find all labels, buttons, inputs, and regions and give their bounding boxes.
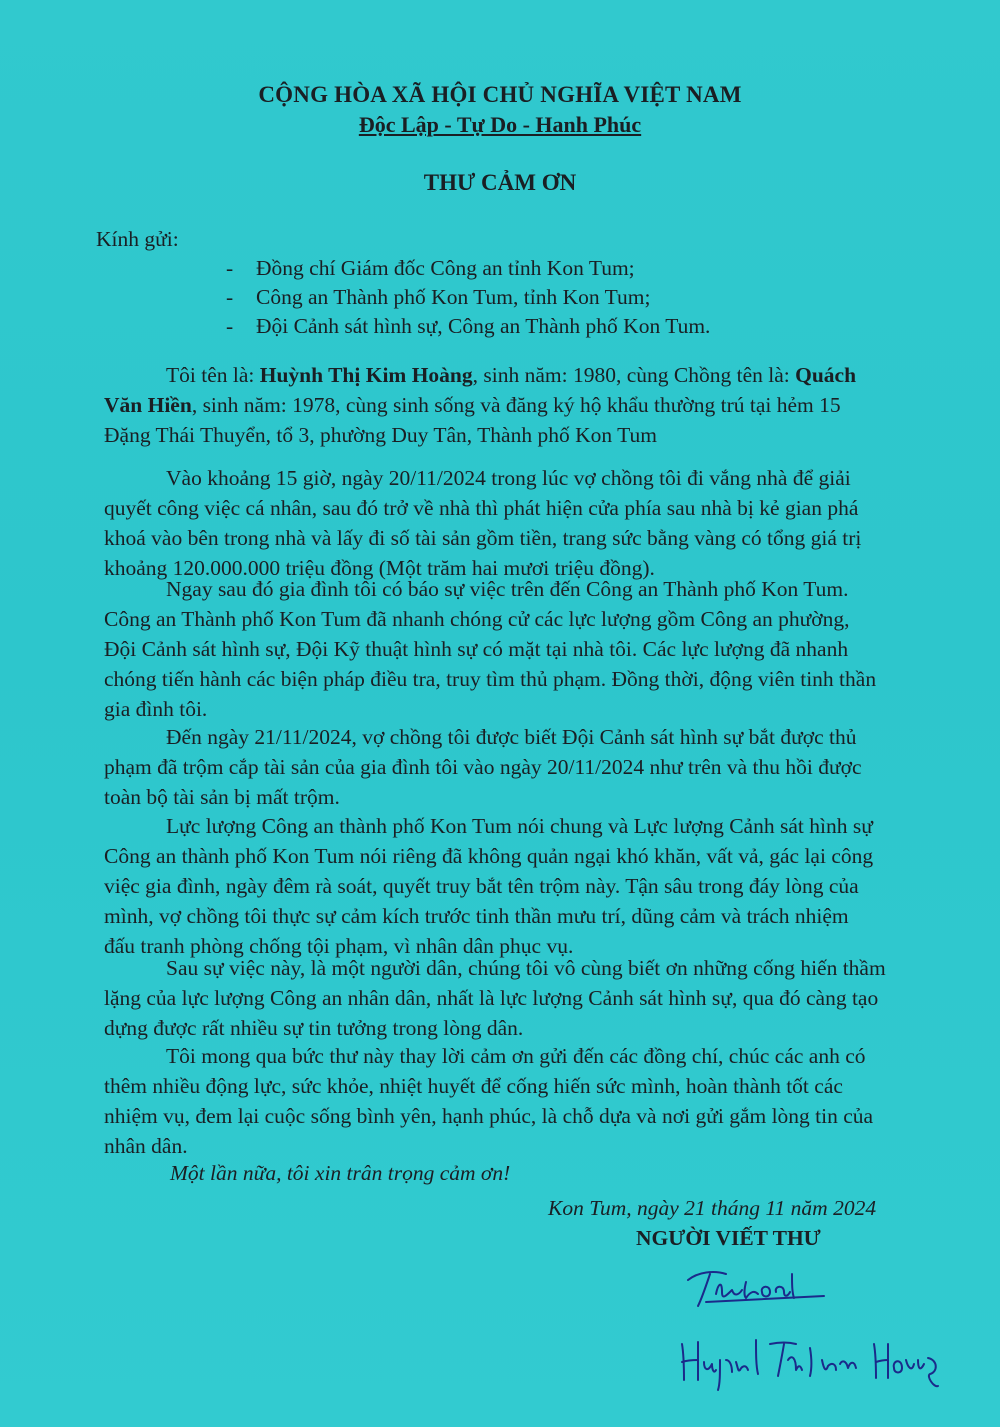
paragraph-report [104,574,960,724]
text-line: Vào khoảng 15 giờ, ngày 20/11/2024 trong lúc vợ chồng tôi đi vắng nhà để giải [166,466,851,490]
text-line: Sau sự việc này, là một người dân, chúng tôi vô cùng biết ơn những cống hiến thầm [166,956,886,980]
signature-title: NGƯỜI VIẾT THƯ [636,1226,821,1250]
recipient-2 [226,282,650,312]
national-title: CỘNG HÒA XÃ HỘI CHỦ NGHĨA VIỆT NAM [258,82,742,107]
text-line: lặng của lực lượng Công an nhân dân, nhất là lực lượng Cảnh sát hình sự, qua đó càng tạo [104,986,879,1010]
text-line: Lực lượng Công an thành phố Kon Tum nói chung và Lực lượng Cảnh sát hình sự [166,814,873,838]
text-line: chóng tiến hành các biện pháp điều tra, truy tìm thủ phạm. Đồng thời, động viên tinh thần [104,667,877,691]
letter-title: THƯ CẢM ƠN [423,170,577,195]
recipient-1 [226,253,635,283]
text-line: Đặng Thái Thuyển, tổ 3, phường Duy Tân, Thành phố Kon Tum [104,423,657,447]
text-line: gia đình tôi. [104,697,208,721]
recipient-text: Đội Cảnh sát hình sự, Công an Thành phố Kon Tum. [256,314,711,338]
text-line: Tôi tên là: Huỳnh Thị Kim Hoàng, sinh năm: 1980, cùng Chồng tên là: Quách [166,363,857,387]
husband-name-part: Văn Hiền [104,393,192,417]
text-line: việc gia đình, ngày đêm rà soát, quyết truy bắt tên trộm này. Tận sâu trong đáy lòng của [104,874,859,898]
text-line: mình, vợ chồng tôi thực sự cảm kích trước tinh thần mưu trí, dũng cảm và trách nhiệm [104,904,849,928]
text-line: Đến ngày 21/11/2024, vợ chồng tôi được biết Đội Cảnh sát hình sự bắt được thủ [166,725,857,749]
paragraph-wishes [104,1041,960,1161]
text-line: Ngay sau đó gia đình tôi có báo sự việc trên đến Công an Thành phố Kon Tum. [166,577,849,601]
paragraph-incident [104,463,960,583]
bullet-dash: - [226,285,234,309]
handwritten-signature-initials [676,1262,846,1322]
bullet-dash: - [226,314,234,338]
paragraph-thanks-people [104,953,960,1043]
husband-name-part: Quách [795,363,857,387]
text-line: đấu tranh phòng chống tội phạm, vì nhân dân phục vụ. [104,934,574,958]
text-line: Công an Thành phố Kon Tum đã nhanh chóng cử các lực lượng gồm Công an phường, [104,607,850,631]
paragraph-gratitude-police [104,811,960,961]
text-line: thêm nhiều động lực, sức khỏe, nhiệt huyết để cống hiến sức mình, hoàn thành tốt các [104,1074,843,1098]
text-line: khoá vào bên trong nhà và lấy đi số tài sản gồm tiền, trang sức bằng vàng có tổng giá trị [104,526,862,550]
text-line: quyết công việc cá nhân, sau đó trở về nhà thì phát hiện cửa phía sau nhà bị kẻ gian phá [104,496,859,520]
text-line: khoảng 120.000.000 triệu đồng (Một trăm hai mươi triệu đồng). [104,556,655,580]
writer-name: Huỳnh Thị Kim Hoàng [259,363,473,387]
text-line: nhiệm vụ, đem lại cuộc sống bình yên, hạnh phúc, là chỗ dựa và nơi gửi gắm lòng tin của [104,1104,874,1128]
text-line: nhân dân. [104,1134,188,1158]
handwritten-signature-name [676,1330,946,1392]
recipient-text: Đồng chí Giám đốc Công an tỉnh Kon Tum; [256,256,635,280]
closing-line: Một lần nữa, tôi xin trân trọng cảm ơn! [170,1161,511,1185]
salutation: Kính gửi: [96,227,179,251]
recipient-3 [226,311,710,341]
text-line: dựng được rất nhiều sự tin tưởng trong lòng dân. [104,1016,524,1040]
intro-paragraph [104,360,960,450]
text-line: Tôi mong qua bức thư này thay lời cảm ơn gửi đến các đồng chí, chúc các anh có [166,1044,866,1068]
text-line: Văn Hiền, sinh năm: 1978, cùng sinh sống và đăng ký hộ khẩu thường trú tại hẻm 15 [104,393,841,417]
text-line: toàn bộ tài sản bị mất trộm. [104,785,340,809]
signature-date: Kon Tum, ngày 21 tháng 11 năm 2024 [548,1196,877,1220]
national-motto: Độc Lập - Tự Do - Hanh Phúc [358,112,642,137]
bullet-dash: - [226,256,234,280]
paragraph-arrest [104,722,960,812]
text-line: Công an thành phố Kon Tum nói riêng đã không quản ngại khó khăn, vất vả, gác lại công [104,844,874,868]
text-line: phạm đã trộm cắp tài sản của gia đình tôi vào ngày 20/11/2024 như trên và thu hồi được [104,755,862,779]
recipient-text: Công an Thành phố Kon Tum, tỉnh Kon Tum; [256,285,651,309]
text-line: Đội Cảnh sát hình sự, Đội Kỹ thuật hình sự có mặt tại nhà tôi. Các lực lượng đã nhanh [104,637,849,661]
